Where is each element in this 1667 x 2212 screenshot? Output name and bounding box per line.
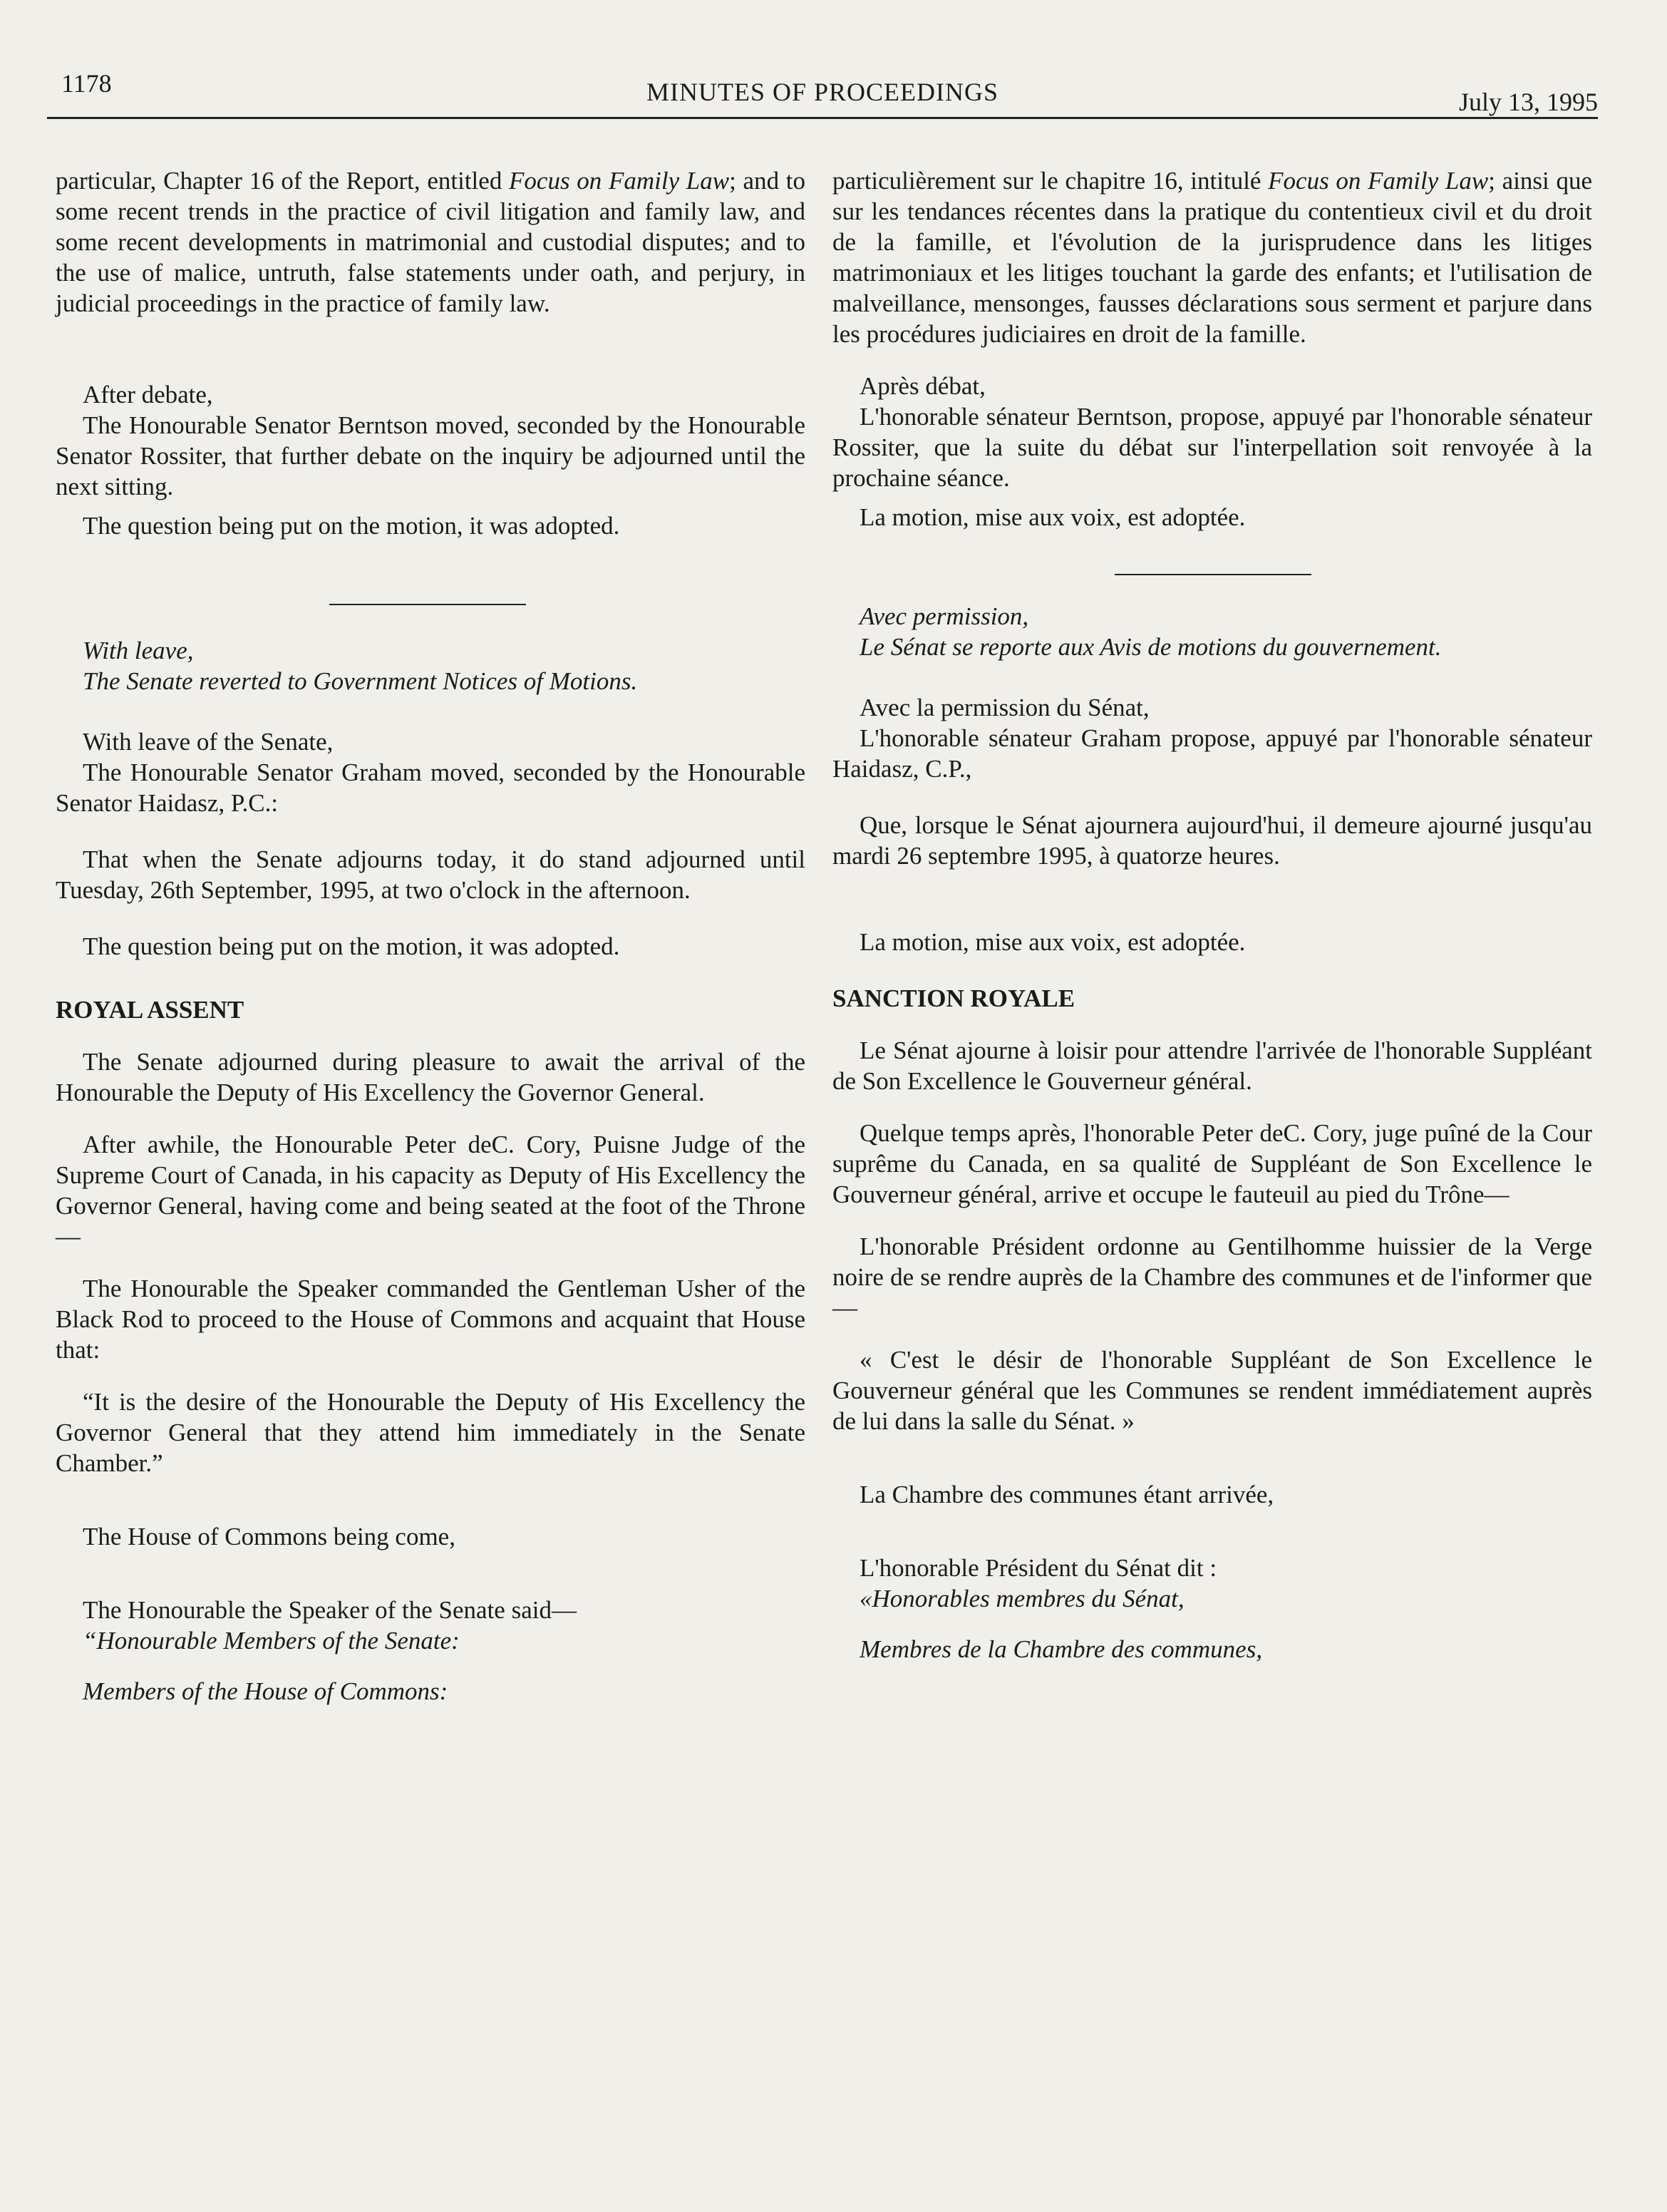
commons-come: The House of Commons being come, (83, 1523, 455, 1550)
hon-members-senate: “Honourable Members of the Senate: (83, 1627, 460, 1655)
quelque-temps-apres: Quelque temps après, l'honorable Peter deC. Cory, juge puîné de la Cour suprême du Canada, en sa qualité de Suppléant de Son Excellence le Gouverneur général, arrive et occupe le fauteuil au pied du Trône— (832, 1119, 1592, 1208)
members-commons: Members of the House of Commons: (83, 1677, 448, 1705)
senate-reverted: The Senate reverted to Government Notices of Motions. (83, 667, 638, 695)
permission-du-senat: Avec la permission du Sénat, (860, 694, 1150, 721)
adjourned-pleasure: The Senate adjourned during pleasure to await the arrival of the Honourable the Deputy of His Excellency the Governor General. (56, 1048, 805, 1106)
heading-sanction-royale: SANCTION ROYALE (832, 984, 1075, 1012)
interpellation-title: Focus on Family Law (1268, 167, 1489, 195)
header-rule (47, 117, 1598, 119)
inquiry-text: particular, Chapter 16 of the Report, entitled (56, 167, 502, 195)
president-dit: L'honorable Président du Sénat dit : (860, 1554, 1217, 1582)
running-title: MINUTES OF PROCEEDINGS (646, 78, 999, 106)
adjourn-motion: That when the Senate adjourns today, it do stand adjourned until Tuesday, 26th September, 1995, at two o'clock in the afternoon. (56, 845, 805, 904)
avec-permission: Avec permission, (860, 602, 1029, 630)
graham-propose: L'honorable sénateur Graham propose, appuyé par l'honorable sénateur Haidasz, C.P., (832, 724, 1592, 783)
ajourne-a-loisir: Le Sénat ajourne à loisir pour attendre l'arrivée de l'honorable Suppléant de Son Excellence le Gouverneur général. (832, 1036, 1592, 1095)
page-date: July 13, 1995 (1458, 88, 1598, 116)
desire-quote: “It is the desire of the Honourable the Deputy of His Excellency the Governor General that they attend him immediately in the Senate Chamber.” (56, 1388, 805, 1477)
honorables-membres: «Honorables membres du Sénat, (860, 1585, 1185, 1612)
graham-motion: The Honourable Senator Graham moved, seconded by the Honourable Senator Haidasz, P.C.: (56, 758, 805, 817)
chambre-arrivee: La Chambre des communes étant arrivée, (860, 1481, 1274, 1508)
french-column (832, 165, 1592, 1665)
adopted-1: The question being put on the motion, it was adopted. (83, 512, 620, 540)
senat-se-reporte: Le Sénat se reporte aux Avis de motions du gouvernement. (860, 633, 1442, 661)
speaker-commanded: The Honourable the Speaker commanded the Gentleman Usher of the Black Rod to proceed to the House of Commons and acquaint that House that: (56, 1275, 805, 1364)
membres-chambre: Membres de la Chambre des communes, (860, 1635, 1263, 1663)
with-leave-senate: With leave of the Senate, (83, 728, 334, 756)
interpellation-text-rest: ; ainsi que sur les tendances récentes dans la pratique du contentieux civil et du droit de la famille, et l'évolution de la jurisprudence dans les litiges matrimoniaux et les litiges touchant la garde des enfants; et l'utilisation de malveillance, mensonges, fausses déclarations sous serment et parjure dans les procédures judiciaires en droit de la famille. (832, 167, 1593, 348)
inquiry-title: Focus on Family Law (509, 167, 730, 195)
paragraph-inquiry (56, 165, 805, 349)
motion-adoptee-2: La motion, mise aux voix, est adoptée. (860, 928, 1246, 956)
with-leave: With leave, (83, 637, 194, 664)
inquiry-text-rest: ; and to some recent trends in the practice of civil litigation and family law, and some recent developments in matrimonial and custodial disputes; and to the use of malice, untruth, false statements under oath, and perjury, in judicial proceedings in the practice of family law. (56, 167, 806, 317)
motion-adoptee-1: La motion, mise aux voix, est adoptée. (860, 503, 1246, 531)
apres-debat: Après débat, (860, 372, 986, 400)
speaker-said: The Honourable the Speaker of the Senate said— (83, 1596, 577, 1624)
paragraph-interpellation (832, 165, 1592, 349)
page-number: 1178 (61, 69, 112, 98)
berntson-propose: L'honorable sénateur Berntson, propose, appuyé par l'honorable sénateur Rossiter, que la suite du débat sur l'interpellation soit renvoyée à la prochaine séance. (832, 403, 1592, 492)
ajournement-motion: Que, lorsque le Sénat ajournera aujourd'hui, il demeure ajourné jusqu'au mardi 26 septembre 1995, à quatorze heures. (832, 811, 1592, 870)
berntson-motion: The Honourable Senator Berntson moved, seconded by the Honourable Senator Rossiter, that further debate on the inquiry be adjourned until the next sitting. (56, 411, 805, 500)
after-debate: After debate, (83, 381, 213, 408)
after-awhile: After awhile, the Honourable Peter deC. Cory, Puisne Judge of the Supreme Court of Canada, in his capacity as Deputy of His Excellency the Governor General, having come and being seated at the foot of the Throne— (56, 1131, 805, 1250)
interpellation-text: particulièrement sur le chapitre 16, intitulé (832, 167, 1261, 195)
adopted-2: The question being put on the motion, it was adopted. (83, 932, 620, 960)
english-column (56, 165, 805, 1707)
president-ordonne: L'honorable Président ordonne au Gentilhomme huissier de la Verge noire de se rendre auprès de la Chambre des communes et de l'informer que— (832, 1233, 1592, 1322)
heading-royal-assent: ROYAL ASSENT (56, 996, 244, 1024)
desir-citation: « C'est le désir de l'honorable Suppléant de Son Excellence le Gouverneur général que les Communes se rendent immédiatement auprès de lui dans la salle du Sénat. » (832, 1346, 1592, 1435)
